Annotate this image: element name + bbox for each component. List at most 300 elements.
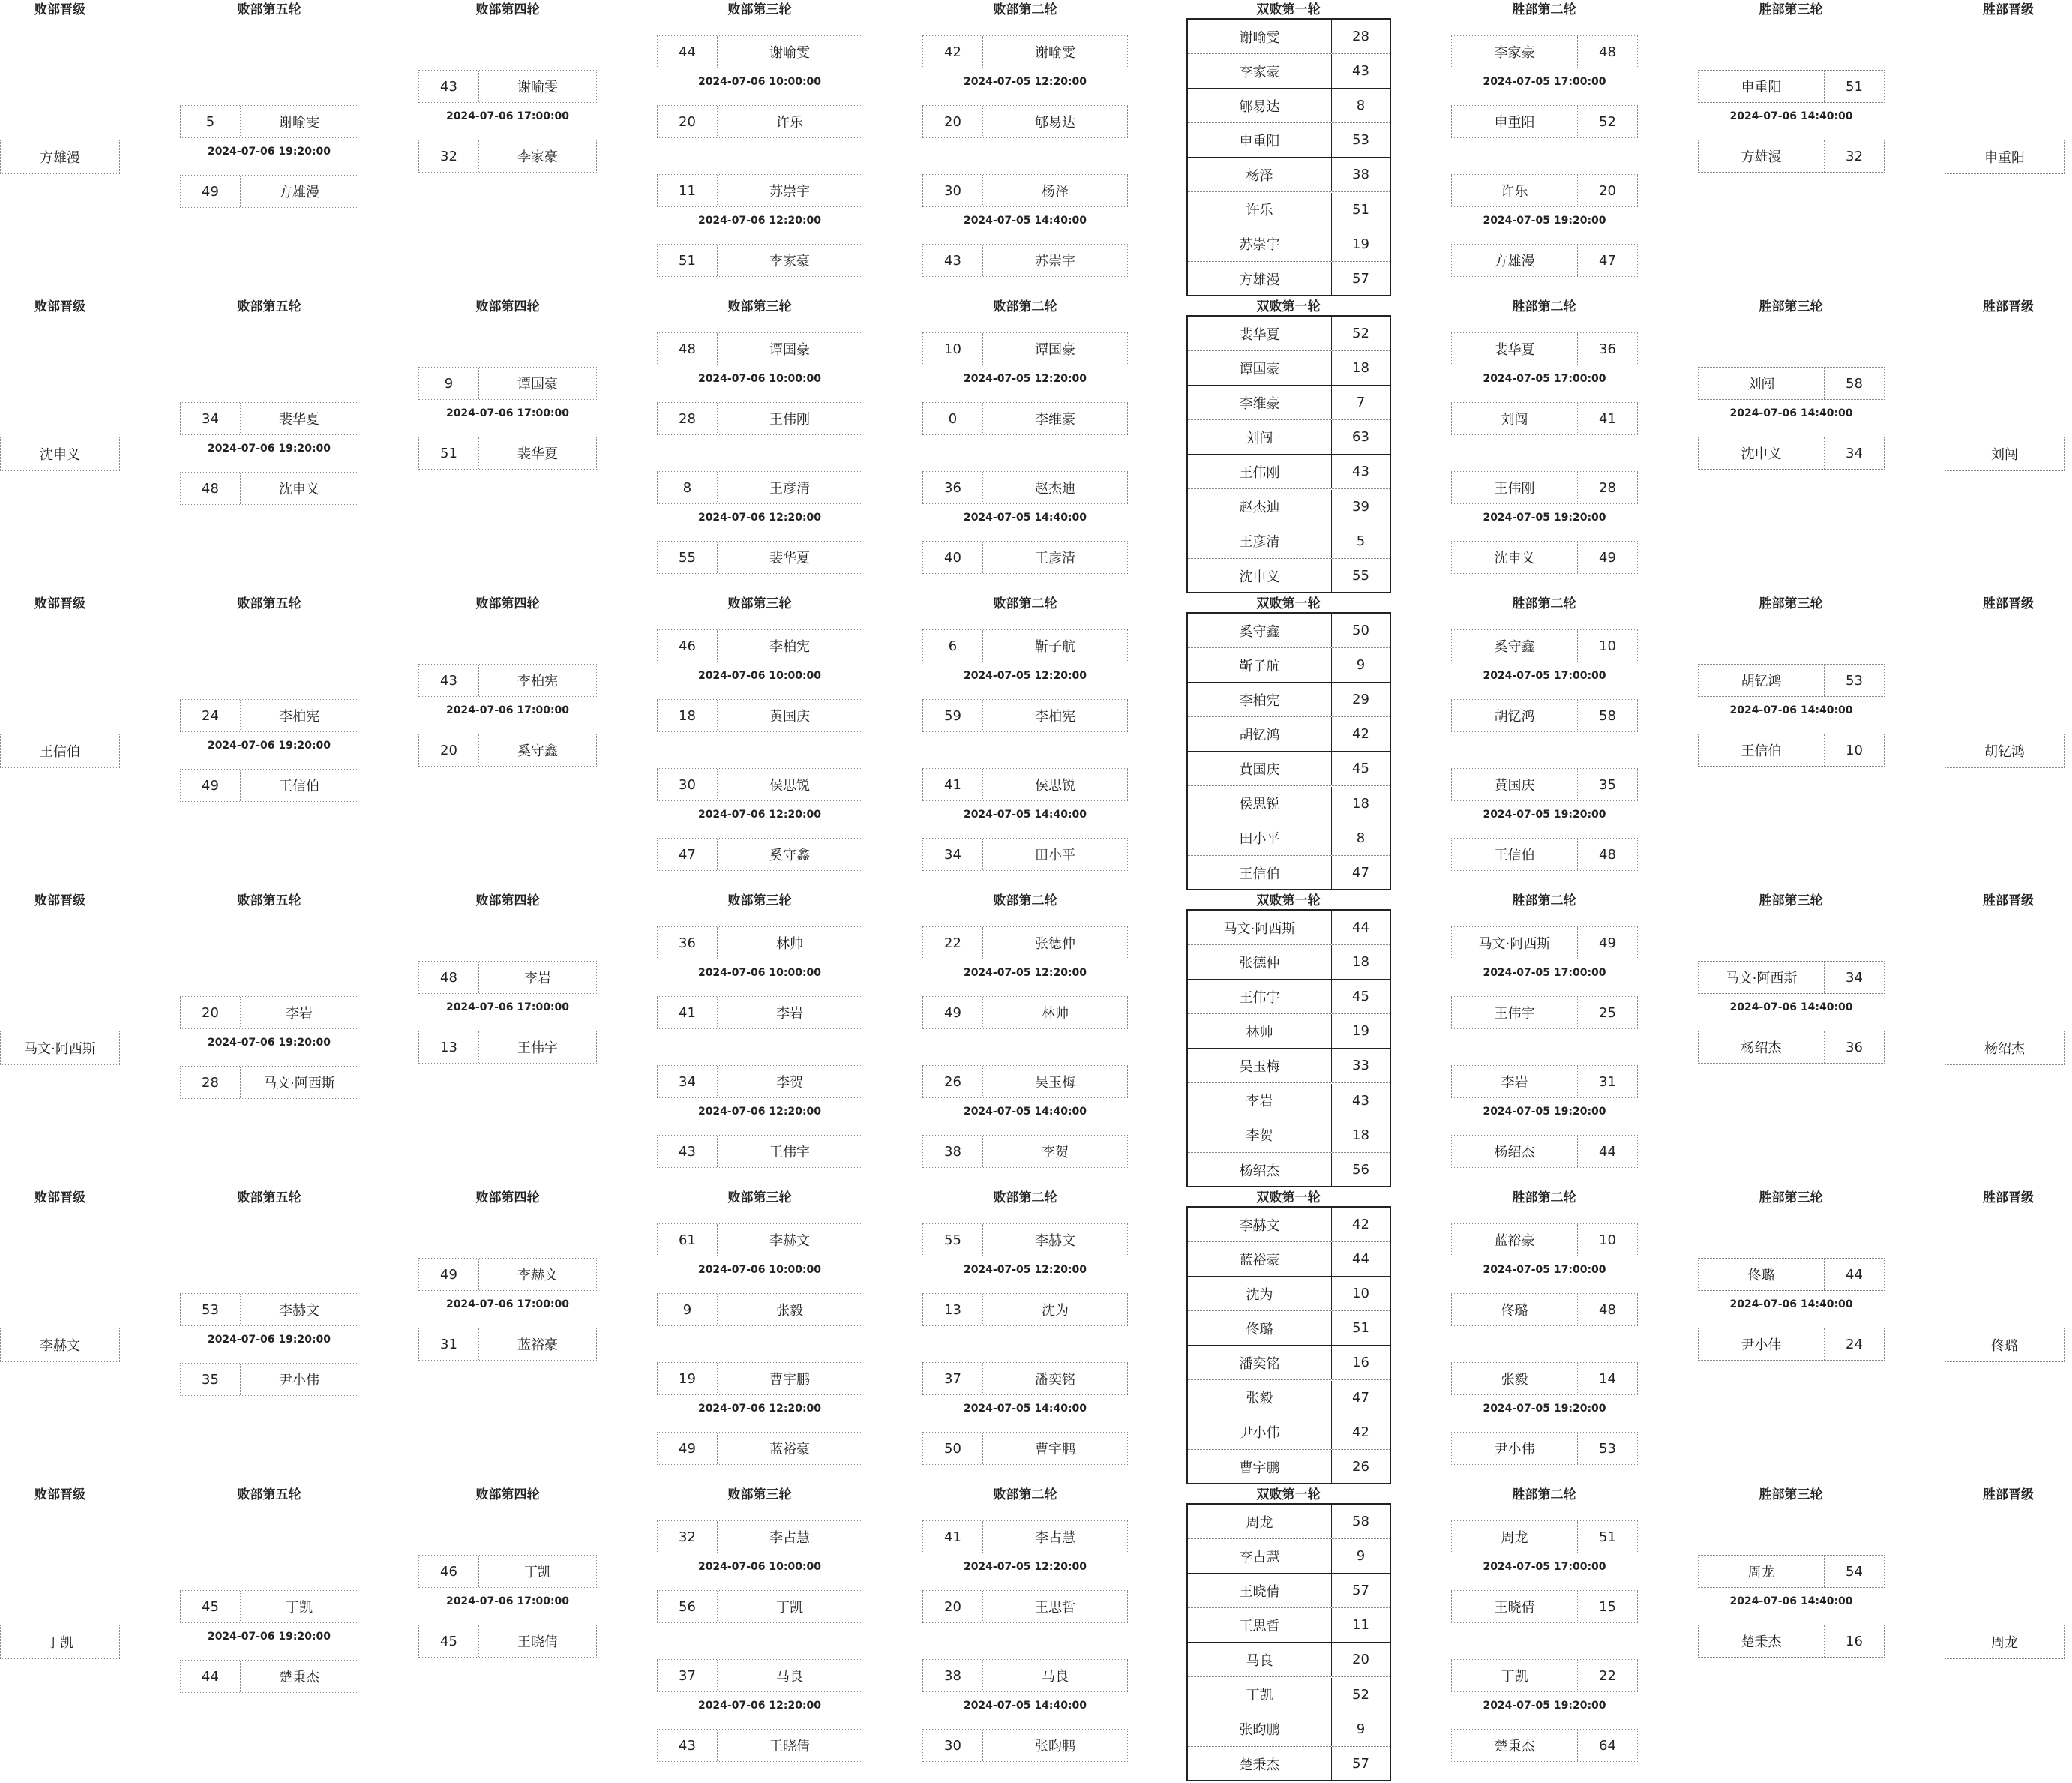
match-slot[interactable] — [1451, 629, 1638, 662]
score-cell: 34 — [923, 839, 983, 870]
score-cell: 31 — [419, 1328, 479, 1360]
match-slot[interactable] — [657, 1293, 862, 1326]
match-slot[interactable] — [657, 174, 862, 207]
score-cell: 58 — [1824, 368, 1884, 399]
round1-entry[interactable] — [1188, 262, 1390, 296]
round1-entry[interactable] — [1188, 559, 1390, 593]
player-name: 周龙 — [1501, 1530, 1528, 1546]
player-name: 赵杰迪 — [1035, 481, 1075, 497]
player-name: 谢喻雯 — [517, 80, 558, 95]
match-slot[interactable] — [1698, 734, 1885, 767]
round1-entry[interactable] — [1188, 1346, 1390, 1380]
round1-entry[interactable] — [1188, 227, 1390, 262]
player-name: 黄国庆 — [1494, 778, 1535, 794]
round1-entry[interactable] — [1188, 752, 1390, 786]
score-cell: 64 — [1577, 1730, 1637, 1761]
match-slot[interactable] — [657, 1432, 862, 1465]
round1-entry[interactable] — [1188, 1712, 1390, 1747]
player-name: 马良 — [1188, 1643, 1332, 1676]
player-name: 田小平 — [1188, 821, 1332, 855]
score-cell: 44 — [181, 1661, 241, 1692]
player-name: 尹小伟 — [1741, 1337, 1782, 1353]
score-cell: 35 — [1577, 769, 1637, 800]
match-date: 2024-07-05 19:20:00 — [1483, 512, 1606, 524]
match-slot[interactable] — [1698, 664, 1885, 697]
match-slot[interactable] — [180, 105, 358, 138]
match-slot[interactable] — [1698, 140, 1885, 173]
match-slot[interactable] — [922, 1223, 1128, 1256]
match-date: 2024-07-05 14:40:00 — [963, 1106, 1087, 1118]
match-slot[interactable] — [1698, 437, 1885, 470]
player-name: 许乐 — [1188, 193, 1332, 227]
score-cell: 61 — [658, 1224, 718, 1256]
score-cell: 9 — [1356, 1721, 1366, 1737]
match-slot[interactable] — [657, 1362, 862, 1395]
round1-table — [1186, 1503, 1391, 1781]
match-slot[interactable] — [922, 1065, 1128, 1098]
player-name: 丁凯 — [1501, 1669, 1528, 1685]
score-cell: 36 — [1824, 1031, 1884, 1063]
player-name: 杨绍杰 — [1494, 1145, 1535, 1160]
match-slot[interactable] — [657, 926, 862, 959]
match-slot[interactable] — [180, 1293, 358, 1326]
round1-entry[interactable] — [1188, 1242, 1390, 1277]
match-slot[interactable] — [1451, 1729, 1638, 1762]
match-slot[interactable] — [922, 174, 1128, 207]
player-name: 马良 — [776, 1669, 803, 1685]
round1-entry[interactable] — [1188, 1381, 1390, 1415]
score-cell: 44 — [1352, 920, 1369, 935]
score-cell: 5 — [1356, 533, 1366, 549]
match-slot[interactable] — [657, 768, 862, 801]
round-header-r1: 双败第一轮 — [1256, 1487, 1321, 1502]
match-slot[interactable] — [922, 768, 1128, 801]
match-slot[interactable] — [418, 1258, 597, 1291]
player-name: 吴玉梅 — [1188, 1049, 1332, 1082]
player-name: 赵杰迪 — [1188, 490, 1332, 524]
match-slot[interactable] — [657, 105, 862, 138]
round1-entry[interactable] — [1188, 1678, 1390, 1712]
match-date: 2024-07-05 17:00:00 — [1483, 967, 1606, 979]
round-header-lb-r5: 败部第五轮 — [237, 2, 301, 17]
match-slot[interactable] — [657, 332, 862, 365]
match-slot[interactable] — [1451, 332, 1638, 365]
match-slot[interactable] — [657, 35, 862, 68]
player-name: 杨绍杰 — [1741, 1040, 1782, 1056]
match-slot[interactable] — [1451, 541, 1638, 574]
match-slot[interactable] — [922, 1293, 1128, 1326]
match-date: 2024-07-06 12:20:00 — [697, 1403, 822, 1415]
match-slot[interactable] — [1698, 1555, 1885, 1588]
match-slot[interactable] — [1451, 699, 1638, 732]
round1-entry[interactable] — [1188, 490, 1390, 524]
wb-advance-slot[interactable]: 申重阳 — [1945, 140, 2065, 174]
score-cell: 26 — [1352, 1459, 1369, 1475]
lb-advance-slot[interactable]: 李赫文 — [0, 1328, 120, 1362]
match-slot[interactable] — [180, 1590, 358, 1623]
match-slot[interactable] — [1451, 174, 1638, 207]
match-slot[interactable] — [657, 1135, 862, 1168]
round1-entry[interactable] — [1188, 1118, 1390, 1153]
player-name: 李岩 — [1188, 1084, 1332, 1118]
match-slot[interactable] — [1698, 1031, 1885, 1064]
round1-entry[interactable] — [1188, 1311, 1390, 1346]
round1-entry[interactable] — [1188, 317, 1390, 351]
round1-entry[interactable] — [1188, 1747, 1390, 1781]
match-slot[interactable] — [922, 1590, 1128, 1623]
score-cell: 9 — [1356, 657, 1366, 674]
match-slot[interactable] — [418, 367, 597, 400]
score-cell: 48 — [1577, 1294, 1637, 1325]
round1-entry[interactable] — [1188, 821, 1390, 856]
round1-entry[interactable] — [1188, 1643, 1390, 1677]
match-slot[interactable] — [922, 699, 1128, 732]
match-slot[interactable] — [657, 244, 862, 277]
match-slot[interactable] — [1451, 838, 1638, 871]
player-name: 林帅 — [1042, 1006, 1069, 1022]
match-slot[interactable] — [1698, 961, 1885, 994]
match-slot[interactable] — [180, 175, 358, 208]
lb-advance-slot[interactable]: 沈申义 — [0, 437, 120, 471]
match-slot[interactable] — [418, 664, 597, 697]
round1-entry[interactable] — [1188, 193, 1390, 227]
round1-entry[interactable] — [1188, 89, 1390, 123]
player-name: 申重阳 — [1741, 80, 1782, 95]
round-header-wb-r2: 胜部第二轮 — [1512, 596, 1576, 611]
player-name: 丁凯 — [286, 1600, 313, 1616]
score-cell: 51 — [1824, 71, 1884, 102]
match-slot[interactable] — [418, 961, 597, 994]
match-slot[interactable] — [180, 1066, 358, 1099]
match-slot[interactable] — [180, 699, 358, 732]
match-slot[interactable] — [657, 1729, 862, 1762]
match-slot[interactable] — [1451, 1659, 1638, 1692]
player-name: 沈申义 — [279, 482, 319, 497]
round1-entry[interactable] — [1188, 455, 1390, 489]
player-name: 谭国豪 — [1188, 351, 1332, 385]
match-slot[interactable] — [922, 402, 1128, 435]
player-name: 杨绍杰 — [1188, 1153, 1332, 1187]
score-cell: 56 — [1352, 1162, 1369, 1178]
match-date: 2024-07-06 12:20:00 — [697, 809, 822, 821]
score-cell: 11 — [1352, 1617, 1369, 1634]
lb-advance-slot[interactable]: 方雄漫 — [0, 140, 120, 174]
player-name: 苏崇宇 — [1188, 227, 1332, 261]
match-slot[interactable] — [418, 1555, 597, 1588]
match-slot[interactable] — [922, 471, 1128, 504]
wb-advance-slot[interactable]: 胡钇鸿 — [1945, 734, 2065, 768]
match-slot[interactable] — [1451, 996, 1638, 1029]
match-slot[interactable] — [1451, 1293, 1638, 1326]
match-slot[interactable] — [922, 629, 1128, 662]
match-slot[interactable] — [922, 838, 1128, 871]
player-name: 方雄漫 — [279, 185, 319, 200]
match-slot[interactable] — [657, 1659, 862, 1692]
match-slot[interactable] — [922, 244, 1128, 277]
match-slot[interactable] — [922, 1432, 1128, 1465]
player-name: 沈为 — [1188, 1277, 1332, 1310]
match-slot[interactable] — [1451, 1223, 1638, 1256]
match-slot[interactable] — [418, 1031, 597, 1064]
lb-advance-slot[interactable]: 王信伯 — [0, 734, 120, 768]
round-header-wb-r3: 胜部第三轮 — [1759, 1487, 1823, 1502]
match-slot[interactable] — [657, 541, 862, 574]
score-cell: 47 — [1352, 865, 1369, 881]
match-slot[interactable] — [1698, 1258, 1885, 1291]
wb-advance-slot[interactable]: 刘闯 — [1945, 437, 2065, 471]
round1-entry[interactable] — [1188, 1208, 1390, 1242]
player-name: 王伟刚 — [1188, 455, 1332, 488]
match-slot[interactable] — [1698, 367, 1885, 400]
score-cell: 48 — [1577, 839, 1637, 870]
score-cell: 57 — [1352, 271, 1369, 287]
round1-entry[interactable] — [1188, 717, 1390, 752]
round1-entry[interactable] — [1188, 1014, 1390, 1049]
match-slot[interactable] — [1451, 471, 1638, 504]
score-cell: 43 — [658, 1136, 718, 1167]
match-slot[interactable] — [657, 629, 862, 662]
score-cell: 31 — [1577, 1066, 1637, 1097]
match-slot[interactable] — [1451, 35, 1638, 68]
player-name: 裴华夏 — [1494, 342, 1535, 358]
match-date: 2024-07-05 14:40:00 — [963, 1700, 1087, 1712]
score-cell: 35 — [181, 1364, 241, 1395]
lb-advance-slot[interactable]: 丁凯 — [0, 1625, 120, 1659]
player-name: 刘闯 — [1188, 420, 1332, 454]
round1-entry[interactable] — [1188, 683, 1390, 717]
match-slot[interactable] — [180, 402, 358, 435]
player-name: 佟璐 — [1747, 1268, 1775, 1283]
round1-entry[interactable] — [1188, 911, 1390, 945]
match-slot[interactable] — [1451, 105, 1638, 138]
round1-entry[interactable] — [1188, 123, 1390, 158]
player-name: 靳子航 — [1188, 648, 1332, 682]
bracket-group — [0, 1188, 2072, 1485]
round1-entry[interactable] — [1188, 1539, 1390, 1574]
match-slot[interactable] — [1451, 926, 1638, 959]
match-date: 2024-07-06 17:00:00 — [445, 1001, 570, 1013]
wb-advance-slot[interactable]: 周龙 — [1945, 1625, 2065, 1659]
score-cell: 43 — [419, 71, 479, 102]
player-name: 王晓倩 — [1188, 1574, 1332, 1607]
match-date: 2024-07-06 10:00:00 — [697, 670, 822, 682]
round1-entry[interactable] — [1188, 1277, 1390, 1311]
score-cell: 40 — [923, 542, 983, 573]
round-header-lb-r5: 败部第五轮 — [237, 299, 301, 314]
match-slot[interactable] — [418, 140, 597, 173]
player-name: 李占慧 — [1188, 1539, 1332, 1573]
player-name: 张毅 — [1188, 1381, 1332, 1415]
match-slot[interactable] — [1451, 402, 1638, 435]
round1-entry[interactable] — [1188, 351, 1390, 386]
match-slot[interactable] — [180, 1660, 358, 1693]
match-slot[interactable] — [1698, 1625, 1885, 1658]
player-name: 马文·阿西斯 — [263, 1076, 335, 1091]
round-header-wb-r3: 胜部第三轮 — [1759, 1190, 1823, 1205]
player-name: 王伟刚 — [769, 412, 810, 428]
round1-entry[interactable] — [1188, 1049, 1390, 1083]
match-slot[interactable] — [1451, 1432, 1638, 1465]
round1-entry[interactable] — [1188, 614, 1390, 648]
player-name: 李赫文 — [517, 1268, 558, 1283]
match-slot[interactable] — [922, 926, 1128, 959]
round-header-wb-advance: 胜部晋级 — [1983, 893, 2034, 908]
round1-entry[interactable] — [1188, 54, 1390, 89]
score-cell: 39 — [1352, 498, 1369, 515]
score-cell: 49 — [181, 176, 241, 207]
match-date: 2024-07-05 12:20:00 — [963, 967, 1087, 979]
match-slot[interactable] — [1698, 1328, 1885, 1361]
player-name: 奚守鑫 — [517, 743, 558, 759]
round1-entry[interactable] — [1188, 386, 1390, 420]
match-slot[interactable] — [418, 437, 597, 470]
score-cell: 43 — [658, 1730, 718, 1761]
match-slot[interactable] — [657, 1065, 862, 1098]
match-slot[interactable] — [922, 1659, 1128, 1692]
score-cell: 45 — [419, 1625, 479, 1657]
score-cell: 45 — [181, 1591, 241, 1622]
round1-entry[interactable] — [1188, 945, 1390, 980]
match-slot[interactable] — [418, 1328, 597, 1361]
bracket-group — [0, 0, 2072, 297]
match-date: 2024-07-06 17:00:00 — [445, 110, 570, 122]
match-slot[interactable] — [1451, 1135, 1638, 1168]
score-cell: 20 — [1352, 1652, 1369, 1668]
score-cell: 30 — [658, 769, 718, 800]
round1-entry[interactable] — [1188, 20, 1390, 54]
round1-entry[interactable] — [1188, 420, 1390, 455]
match-slot[interactable] — [922, 1729, 1128, 1762]
player-name: 许乐 — [776, 115, 803, 131]
round1-entry[interactable] — [1188, 1505, 1390, 1539]
match-slot[interactable] — [657, 471, 862, 504]
wb-advance-slot[interactable]: 佟璐 — [1945, 1328, 2065, 1362]
player-name: 蓝裕豪 — [517, 1337, 558, 1353]
match-slot[interactable] — [657, 699, 862, 732]
round-header-lb-r2: 败部第二轮 — [993, 2, 1057, 17]
round1-entry[interactable] — [1188, 158, 1390, 192]
player-name: 曹宇鹏 — [769, 1372, 810, 1388]
player-name: 丁凯 — [1188, 1678, 1332, 1712]
score-cell: 43 — [1352, 464, 1369, 480]
match-slot[interactable] — [657, 1520, 862, 1553]
match-slot[interactable] — [180, 996, 358, 1029]
round-header-lb-r2: 败部第二轮 — [993, 1190, 1057, 1205]
score-cell: 30 — [923, 175, 983, 206]
score-cell: 45 — [1352, 761, 1369, 777]
round1-entry[interactable] — [1188, 980, 1390, 1014]
round1-table — [1186, 1206, 1391, 1484]
score-cell: 16 — [1824, 1625, 1884, 1657]
match-slot[interactable] — [657, 996, 862, 1029]
match-slot[interactable] — [418, 70, 597, 103]
match-slot[interactable] — [922, 541, 1128, 574]
match-slot[interactable] — [1451, 1520, 1638, 1553]
match-slot[interactable] — [922, 105, 1128, 138]
match-slot[interactable] — [1451, 244, 1638, 277]
match-slot[interactable] — [180, 769, 358, 802]
round1-entry[interactable] — [1188, 1084, 1390, 1118]
round1-table — [1186, 612, 1391, 890]
match-slot[interactable] — [922, 996, 1128, 1029]
player-name: 申重阳 — [1188, 123, 1332, 157]
score-cell: 55 — [1352, 568, 1369, 584]
match-date: 2024-07-05 14:40:00 — [963, 1403, 1087, 1415]
lb-advance-slot[interactable]: 马文·阿西斯 — [0, 1031, 120, 1065]
match-slot[interactable] — [1698, 70, 1885, 103]
match-slot[interactable] — [922, 1135, 1128, 1168]
match-slot[interactable] — [922, 1362, 1128, 1395]
score-cell: 28 — [658, 403, 718, 434]
round1-entry[interactable] — [1188, 648, 1390, 683]
player-name: 王伟宇 — [769, 1145, 810, 1160]
match-slot[interactable] — [1451, 768, 1638, 801]
player-name: 谢喻雯 — [769, 45, 810, 61]
match-slot[interactable] — [1451, 1362, 1638, 1395]
match-slot[interactable] — [922, 332, 1128, 365]
round1-entry[interactable] — [1188, 1574, 1390, 1608]
round-header-r1: 双败第一轮 — [1256, 596, 1321, 611]
round1-entry[interactable] — [1188, 1608, 1390, 1643]
match-slot[interactable] — [657, 838, 862, 871]
round1-entry[interactable] — [1188, 787, 1390, 821]
round-header-lb-r2: 败部第二轮 — [993, 1487, 1057, 1502]
round1-entry[interactable] — [1188, 1415, 1390, 1450]
player-name: 侯思锐 — [769, 778, 810, 794]
round-header-lb-advance: 败部晋级 — [34, 893, 85, 908]
player-name: 李柏宪 — [517, 674, 558, 689]
match-slot[interactable] — [657, 1223, 862, 1256]
score-cell: 9 — [1356, 1548, 1366, 1565]
match-slot[interactable] — [418, 1625, 597, 1658]
score-cell: 41 — [923, 769, 983, 800]
match-slot[interactable] — [1451, 1590, 1638, 1623]
player-name: 裴华夏 — [279, 412, 319, 428]
wb-advance-slot[interactable]: 杨绍杰 — [1945, 1031, 2065, 1065]
player-name: 李赫文 — [1188, 1208, 1332, 1241]
round1-entry[interactable] — [1188, 1153, 1390, 1187]
match-slot[interactable] — [1451, 1065, 1638, 1098]
player-name: 王信伯 — [1741, 743, 1782, 759]
round1-entry[interactable] — [1188, 1450, 1390, 1484]
round-header-wb-r2: 胜部第二轮 — [1512, 299, 1576, 314]
match-slot[interactable] — [922, 35, 1128, 68]
player-name: 张毅 — [776, 1303, 803, 1319]
match-slot[interactable] — [180, 1363, 358, 1396]
match-slot[interactable] — [657, 1590, 862, 1623]
player-name: 杨泽 — [1188, 158, 1332, 191]
player-name: 丁凯 — [524, 1565, 551, 1580]
player-name: 沈申义 — [1494, 551, 1535, 566]
player-name: 靳子航 — [1035, 639, 1075, 655]
round-header-wb-r3: 胜部第三轮 — [1759, 2, 1823, 17]
score-cell: 24 — [1824, 1328, 1884, 1360]
player-name: 李柏宪 — [1188, 683, 1332, 716]
score-cell: 8 — [1356, 830, 1366, 846]
score-cell: 37 — [923, 1363, 983, 1394]
match-slot[interactable] — [657, 402, 862, 435]
round1-entry[interactable] — [1188, 856, 1390, 890]
match-date: 2024-07-05 17:00:00 — [1483, 76, 1606, 88]
player-name: 李占慧 — [1035, 1530, 1075, 1546]
score-cell: 18 — [1352, 1127, 1369, 1143]
match-slot[interactable] — [922, 1520, 1128, 1553]
round1-entry[interactable] — [1188, 524, 1390, 559]
match-slot[interactable] — [418, 734, 597, 767]
round-header-lb-r5: 败部第五轮 — [237, 1487, 301, 1502]
match-slot[interactable] — [180, 472, 358, 505]
player-name: 王信伯 — [279, 779, 319, 794]
